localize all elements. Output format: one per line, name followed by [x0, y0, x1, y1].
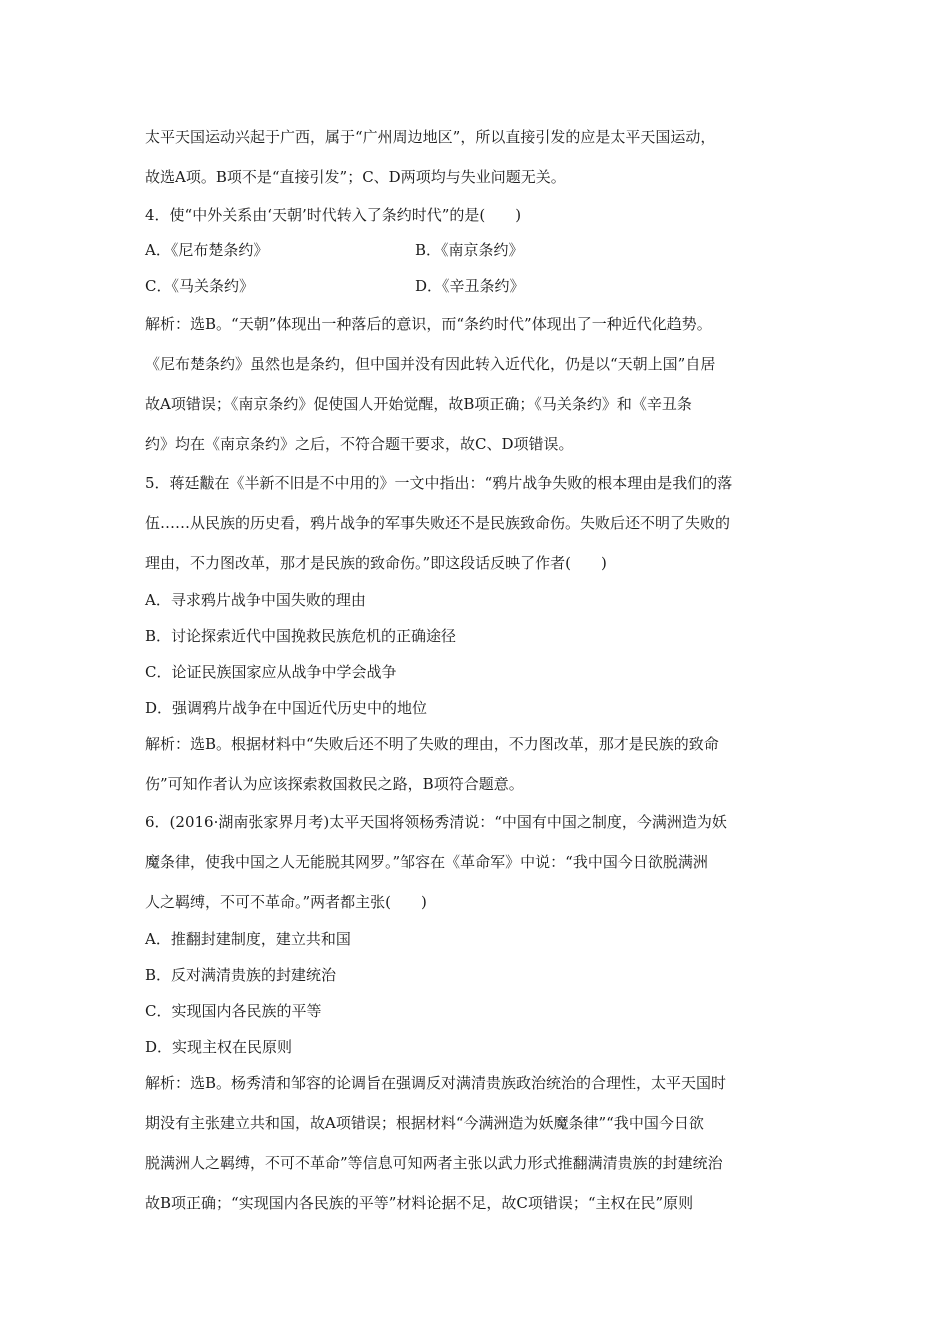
text-line: 期没有主张建立共和国，故A项错误；根据材料“今满洲造为妖魔条律”“我中国今日欲 [145, 1114, 704, 1132]
text-line: 故选A项。B项不是“直接引发”；C、D两项均与失业问题无关。 [145, 168, 566, 186]
question-5-option-a: A．寻求鸦片战争中国失败的理由 [145, 591, 366, 609]
text-line: 太平天国运动兴起于广西，属于“广州周边地区”，所以直接引发的应是太平天国运动， [145, 128, 716, 146]
question-5-option-b: B．讨论探索近代中国挽救民族危机的正确途径 [145, 627, 457, 645]
question-5-option-c: C．论证民族国家应从战争中学会战争 [145, 663, 397, 681]
question-4-option-a: A．《尼布楚条约》 [145, 241, 269, 259]
text-line: 故A项错误；《南京条约》促使国人开始觉醒，故B项正确；《马关条约》和《辛丑条 [145, 395, 692, 413]
question-4-option-b: B．《南京条约》 [415, 241, 524, 259]
text-line: 约》均在《南京条约》之后，不符合题干要求，故C、D项错误。 [145, 435, 574, 453]
text-line: 人之羁缚，不可不革命。”两者都主张( ) [145, 893, 427, 911]
question-6-analysis: 解析：选B。杨秀清和邹容的论调旨在强调反对满清贵族政治统治的合理性，太平天国时 [145, 1074, 727, 1092]
text-line: 《尼布楚条约》虽然也是条约，但中国并没有因此转入近代化，仍是以“天朝上国”自居 [145, 355, 716, 373]
question-6-option-d: D．实现主权在民原则 [145, 1038, 293, 1056]
question-6-option-a: A．推翻封建制度，建立共和国 [145, 930, 351, 948]
text-line: 故B项正确；“实现国内各民族的平等”材料论据不足，故C项错误；“主权在民”原则 [145, 1194, 694, 1212]
question-6-option-b: B．反对满清贵族的封建统治 [145, 966, 337, 984]
text-line: 魔条律，使我中国之人无能脱其网罗。”邹容在《革命军》中说：“我中国今日欲脱满洲 [145, 853, 708, 871]
text-line: 理由，不力图改革，那才是民族的致命伤。”即这段话反映了作者( ) [145, 554, 607, 572]
question-6-stem: 6．(2016·湖南张家界月考)太平天国将领杨秀清说：“中国有中国之制度，今满洲造为妖 [145, 813, 727, 831]
question-4-option-c: C．《马关条约》 [145, 277, 254, 295]
question-4-option-d: D．《辛丑条约》 [415, 277, 525, 295]
text-line: 脱满洲人之羁缚，不可不革命”等信息可知两者主张以武力形式推翻满清贵族的封建统治 [145, 1154, 723, 1172]
question-6-option-c: C．实现国内各民族的平等 [145, 1002, 322, 1020]
text-line: 伤”可知作者认为应该探索救国救民之路，B项符合题意。 [145, 775, 524, 793]
question-5-option-d: D．强调鸦片战争在中国近代历史中的地位 [145, 699, 428, 717]
question-5-stem: 5．蒋廷黻在《半新不旧是不中用的》一文中指出：“鸦片战争失败的根本理由是我们的落 [145, 474, 733, 492]
question-4-analysis: 解析：选B。“天朝”体现出一种落后的意识，而“条约时代”体现出了一种近代化趋势。 [145, 315, 712, 333]
text-line: 伍……从民族的历史看，鸦片战争的军事失败还不是民族致命伤。失败后还不明了失败的 [145, 514, 731, 532]
question-5-analysis: 解析：选B。根据材料中“失败后还不明了失败的理由，不力图改革，那才是民族的致命 [145, 735, 719, 753]
question-4-stem: 4．使“中外关系由‘天朝’时代转入了条约时代”的是( ) [145, 206, 522, 224]
